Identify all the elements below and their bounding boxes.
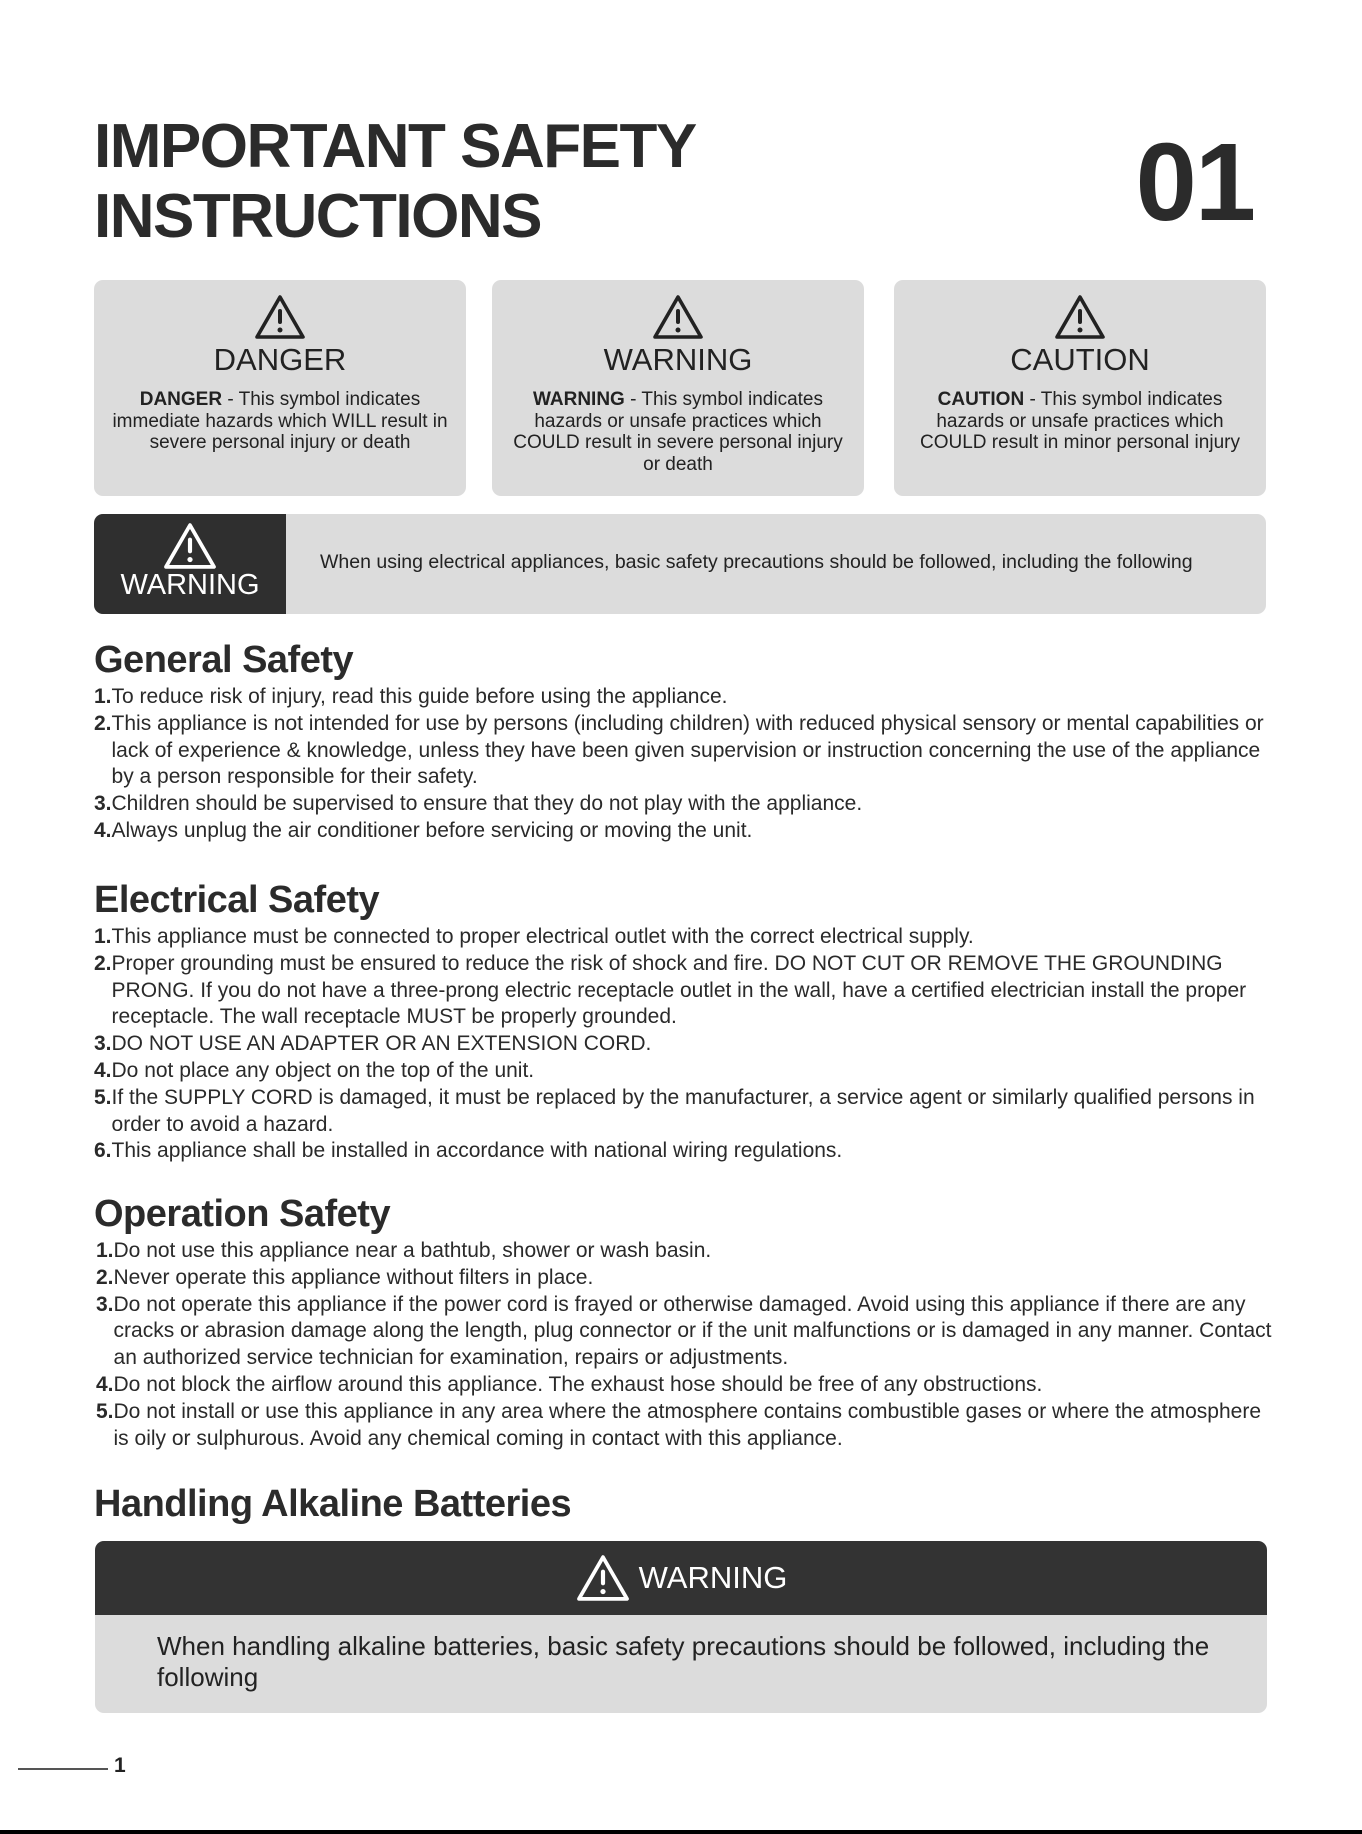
caution-text: - This symbol indicates hazards or unsafe practices which COULD result in minor personal injury bbox=[920, 389, 1240, 453]
list-item-text: DO NOT USE AN ADAPTER OR AN EXTENSION CORD. bbox=[111, 1032, 652, 1056]
caution-lead: CAUTION bbox=[937, 389, 1025, 410]
list-item-text: This appliance must be connected to proper electrical outlet with the correct electrical supply. bbox=[111, 925, 974, 948]
warning-box bbox=[492, 280, 864, 496]
list-item bbox=[96, 1372, 1276, 1399]
operation-safety-list bbox=[96, 1238, 1276, 1452]
list-item-text: This appliance shall be installed in accordance with national wiring regulations. bbox=[111, 1139, 843, 1163]
list-item-number: 5. bbox=[94, 1085, 112, 1109]
caution-heading: CAUTION bbox=[1010, 342, 1150, 377]
list-item-text: To reduce risk of injury, read this guide before using the appliance. bbox=[111, 685, 728, 708]
warning-banner bbox=[94, 514, 1266, 614]
list-item-number: 4. bbox=[94, 1058, 112, 1082]
warning-lead: WARNING bbox=[533, 389, 625, 410]
list-item-text: Children should be supervised to ensure that they do not play with the appliance. bbox=[111, 792, 863, 816]
warning-banner-text: When using electrical appliances, basic safety precautions should be followed, including the following bbox=[320, 551, 1193, 573]
list-item-text: Do not install or use this appliance in any area where the atmosphere contains combustible gases or where the atmosphere is oily or sulphurous. Avoid any chemical coming in contact with this appliance. bbox=[113, 1399, 1261, 1450]
caution-box bbox=[894, 280, 1266, 496]
list-item-number: 3. bbox=[94, 792, 112, 816]
list-item-number: 1. bbox=[94, 925, 112, 948]
warning-triangle-icon bbox=[254, 294, 306, 340]
list-item-number: 1. bbox=[96, 1239, 114, 1262]
list-item-number: 5. bbox=[96, 1399, 114, 1423]
list-item-number: 2. bbox=[94, 951, 112, 975]
warning-triangle-icon bbox=[162, 522, 218, 570]
list-item-text: Always unplug the air conditioner before servicing or moving the unit. bbox=[111, 818, 753, 842]
list-item bbox=[94, 711, 1274, 791]
warning-heading: WARNING bbox=[603, 342, 753, 377]
list-item-number: 6. bbox=[94, 1139, 112, 1163]
list-item-text: Do not place any object on the top of the unit. bbox=[111, 1058, 535, 1082]
list-item-text: If the SUPPLY CORD is damaged, it must be replaced by the manufacturer, a service agent or similarly qualified persons in order to avoid a hazard. bbox=[111, 1085, 1255, 1136]
warning-triangle-icon bbox=[1054, 294, 1106, 340]
warning-banner-label: WARNING bbox=[120, 569, 260, 601]
page-title-line1: IMPORTANT SAFETY bbox=[94, 112, 696, 181]
list-item bbox=[96, 1399, 1276, 1453]
page-title bbox=[94, 112, 696, 252]
list-item-text: Never operate this appliance without filters in place. bbox=[113, 1265, 594, 1289]
list-item-number: 4. bbox=[96, 1372, 114, 1396]
list-item bbox=[94, 791, 1274, 818]
batteries-warning-box bbox=[95, 1541, 1267, 1713]
list-item-number: 2. bbox=[96, 1265, 114, 1289]
list-item bbox=[94, 1058, 1274, 1085]
danger-text: - This symbol indicates immediate hazards which WILL result in severe personal injury or death bbox=[112, 389, 448, 453]
danger-description bbox=[108, 389, 452, 454]
footer-page-number: 1 bbox=[114, 1754, 126, 1777]
list-item bbox=[94, 1138, 1274, 1165]
danger-box bbox=[94, 280, 466, 496]
list-item-number: 4. bbox=[94, 818, 112, 842]
list-item-text: Do not block the airflow around this appliance. The exhaust hose should be free of any obstructions. bbox=[113, 1372, 1043, 1396]
list-item bbox=[94, 818, 1274, 845]
list-item bbox=[94, 924, 1274, 951]
warning-triangle-icon bbox=[652, 294, 704, 340]
section-number: 01 bbox=[1135, 121, 1254, 244]
list-item bbox=[96, 1238, 1276, 1265]
warning-banner-badge bbox=[94, 514, 286, 614]
danger-heading: DANGER bbox=[213, 342, 347, 377]
list-item bbox=[96, 1265, 1276, 1292]
list-item bbox=[94, 951, 1274, 1031]
batteries-warning-label: WARNING bbox=[638, 1560, 788, 1595]
operation-safety-title: Operation Safety bbox=[94, 1193, 391, 1235]
warning-text: - This symbol indicates hazards or unsafe practices which COULD result in severe personal injury or death bbox=[513, 389, 843, 475]
danger-lead: DANGER bbox=[139, 389, 223, 410]
list-item-text: Proper grounding must be ensured to reduce the risk of shock and fire. DO NOT CUT OR REMOVE THE GROUNDING PRONG. If you do not have a three-prong electric receptacle outlet in the wall, have a certified electrician install the proper receptacle. The wall receptacle MUST be properly grounded. bbox=[111, 951, 1247, 1029]
batteries-warning-header bbox=[95, 1541, 1267, 1615]
list-item-number: 2. bbox=[94, 711, 112, 735]
general-safety-title: General Safety bbox=[94, 639, 354, 681]
batteries-title: Handling Alkaline Batteries bbox=[94, 1483, 572, 1525]
list-item-number: 3. bbox=[94, 1032, 112, 1056]
list-item bbox=[94, 1031, 1274, 1058]
list-item bbox=[94, 1085, 1274, 1139]
warning-description bbox=[506, 389, 850, 475]
list-item bbox=[96, 1292, 1276, 1372]
general-safety-list bbox=[94, 684, 1274, 845]
list-item-text: Do not operate this appliance if the power cord is frayed or otherwise damaged. Avoid using this appliance if there are any cracks or abrasion damage along the length, plug connector or if the unit malfunctions or is damaged in any manner. Contact an authorized service technician for examination, repairs or adjustments. bbox=[113, 1292, 1272, 1370]
footer-divider bbox=[18, 1768, 108, 1770]
electrical-safety-list bbox=[94, 924, 1274, 1165]
electrical-safety-title: Electrical Safety bbox=[94, 879, 380, 921]
batteries-warning-text: When handling alkaline batteries, basic safety precautions should be followed, including the following bbox=[157, 1631, 1210, 1692]
list-item-number: 1. bbox=[94, 685, 112, 708]
list-item-text: Do not use this appliance near a bathtub, shower or wash basin. bbox=[113, 1239, 712, 1262]
warning-triangle-icon bbox=[575, 1554, 631, 1602]
list-item-number: 3. bbox=[96, 1292, 114, 1316]
page-title-line2: INSTRUCTIONS bbox=[94, 182, 541, 251]
caution-description bbox=[908, 389, 1252, 454]
list-item-text: This appliance is not intended for use by persons (including children) with reduced physical sensory or mental capabilities or lack of experience & knowledge, unless they have been given supervision or instruction concerning the use of the appliance by a person responsible for their safety. bbox=[111, 711, 1264, 789]
bottom-edge bbox=[0, 1830, 1362, 1834]
list-item bbox=[94, 684, 1274, 711]
